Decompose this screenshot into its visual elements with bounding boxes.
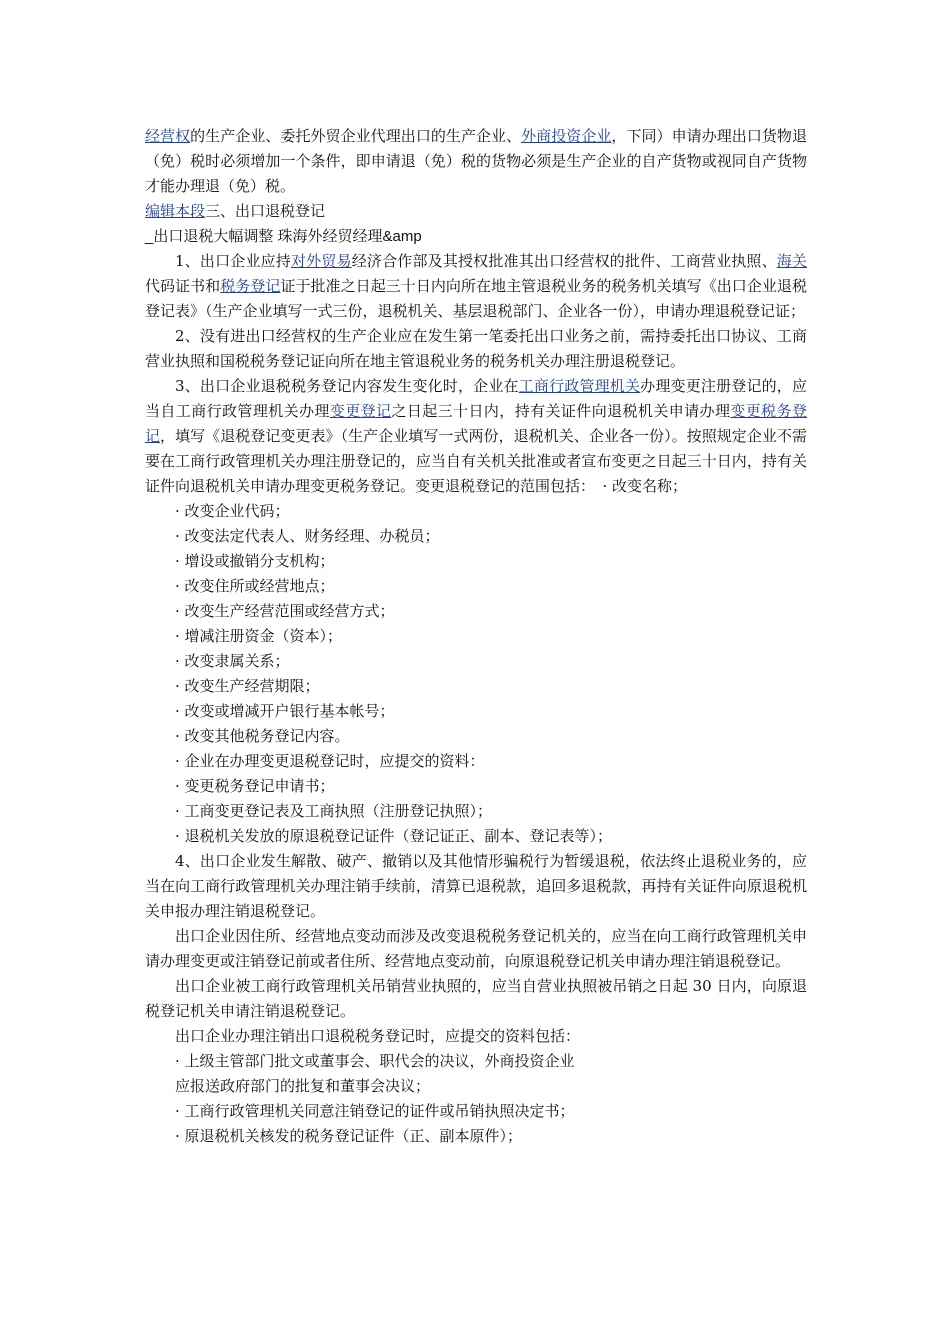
edit-section-link[interactable]: 编辑本段: [145, 202, 206, 220]
list-item: 应报送政府部门的批复和董事会决议；: [175, 1077, 431, 1095]
link-change-registration[interactable]: 变更登记: [329, 402, 392, 420]
section-title: 三、出口退税登记: [205, 202, 326, 220]
list-item: · 退税机关发放的原退税登记证件（登记证正、副本、登记表等）；: [175, 827, 613, 845]
link-business-rights[interactable]: 经营权: [145, 127, 191, 145]
link-industry-commerce-admin[interactable]: 工商行政管理机关: [518, 377, 641, 395]
list-item: · 增减注册资金（资本）；: [175, 627, 343, 645]
list-item: · 改变生产经营期限；: [175, 677, 320, 695]
list-item: · 增设或撤销分支机构；: [175, 552, 335, 570]
link-change-tax-registration[interactable]: 变更税务登记: [145, 402, 807, 445]
list-item: · 工商行政管理机关同意注销登记的证件或吊销执照决定书；: [175, 1102, 575, 1120]
paragraph-intro: 经营权的生产企业、委托外贸企业代理出口的生产企业、外商投资企业，下同）申请办理出口货物退（免）税时必须增加一个条件，即申请退（免）税的货物必须是生产企业的自产货物或视同自产货物才能办理退（免）税。: [145, 127, 807, 195]
list-item: · 改变隶属关系；: [175, 652, 290, 670]
link-foreign-trade[interactable]: 对外贸易: [291, 252, 352, 270]
list-item: · 改变生产经营范围或经营方式；: [175, 602, 395, 620]
list-item: · 改变或增减开户银行基本帐号；: [175, 702, 395, 720]
link-foreign-investment[interactable]: 外商投资企业: [521, 127, 612, 145]
bullet-list: [145, 499, 807, 849]
item-4: 4、出口企业发生解散、破产、撤销以及其他情形骗税行为暂缓退税，依法终止退税业务的，应当在向工商行政管理机关办理注销手续前，清算已退税款，追回多退税款，再持有关证件向原退税机关申报办理注销退税登记。: [145, 852, 807, 920]
tail-list: [145, 1049, 807, 1149]
list-item: · 上级主管部门批文或董事会、职代会的决议，外商投资企业: [175, 1052, 575, 1070]
link-tax-registration[interactable]: 税务登记: [220, 277, 281, 295]
paragraph-docs: 出口企业办理注销出口退税税务登记时，应提交的资料包括：: [175, 1027, 581, 1045]
list-item: · 原退税机关核发的税务登记证件（正、副本原件）；: [175, 1127, 523, 1145]
list-item: · 改变其他税务登记内容。: [175, 727, 350, 745]
item-3: 3、出口企业退税税务登记内容发生变化时，企业在工商行政管理机关办理变更注册登记的，应当自工商行政管理机关办理变更登记之日起三十日内，持有关证件向退税机关申请办理变更税务登记，填写《退税登记变更表》（生产企业填写一式两份，退税机关、企业各一份）。按照规定企业不需要在工商行政管理机关办理注册登记的，应当自有关机关批准或者宣布变更之日起三十日内，持有关证件向退税机关申请办理变更税务登记。变更退税登记的范围包括： · 改变名称；: [145, 377, 807, 495]
link-customs[interactable]: 海关: [776, 252, 807, 270]
list-item: · 改变法定代表人、财务经理、办税员；: [175, 527, 440, 545]
list-item: · 改变住所或经营地点；: [175, 577, 335, 595]
list-item: · 变更税务登记申请书；: [175, 777, 335, 795]
section-heading: [145, 199, 807, 224]
list-item: · 企业在办理变更退税登记时，应提交的资料：: [175, 752, 485, 770]
subtitle: _出口退税大幅调整 珠海外经贸经理&amp: [145, 228, 422, 245]
list-item: · 工商变更登记表及工商执照（注册登记执照）；: [175, 802, 493, 820]
item-1: 1、出口企业应持对外贸易经济合作部及其授权批准其出口经营权的批件、工商营业执照、海关代码证书和税务登记证于批准之日起三十日内向所在地主管退税业务的税务机关填写《出口企业退税登记表》（生产企业填写一式三份，退税机关、基层退税部门、企业各一份），申请办理退税登记证；: [145, 252, 807, 320]
paragraph-revoke: 出口企业被工商行政管理机关吊销营业执照的，应当自营业执照被吊销之日起 30 日内，向原退税登记机关申请注销退税登记。: [145, 977, 807, 1020]
document-body: [145, 124, 807, 1149]
list-item: · 改变企业代码；: [175, 502, 290, 520]
paragraph-move: 出口企业因住所、经营地点变动而涉及改变退税税务登记机关的，应当在向工商行政管理机关申请办理变更或注销登记前或者住所、经营地点变动前，向原退税登记机关申请办理注销退税登记。: [145, 927, 807, 970]
item-2: 2、没有进出口经营权的生产企业应在发生第一笔委托出口业务之前，需持委托出口协议、工商营业执照和国税税务登记证向所在地主管退税业务的税务机关办理注册退税登记。: [145, 327, 807, 370]
